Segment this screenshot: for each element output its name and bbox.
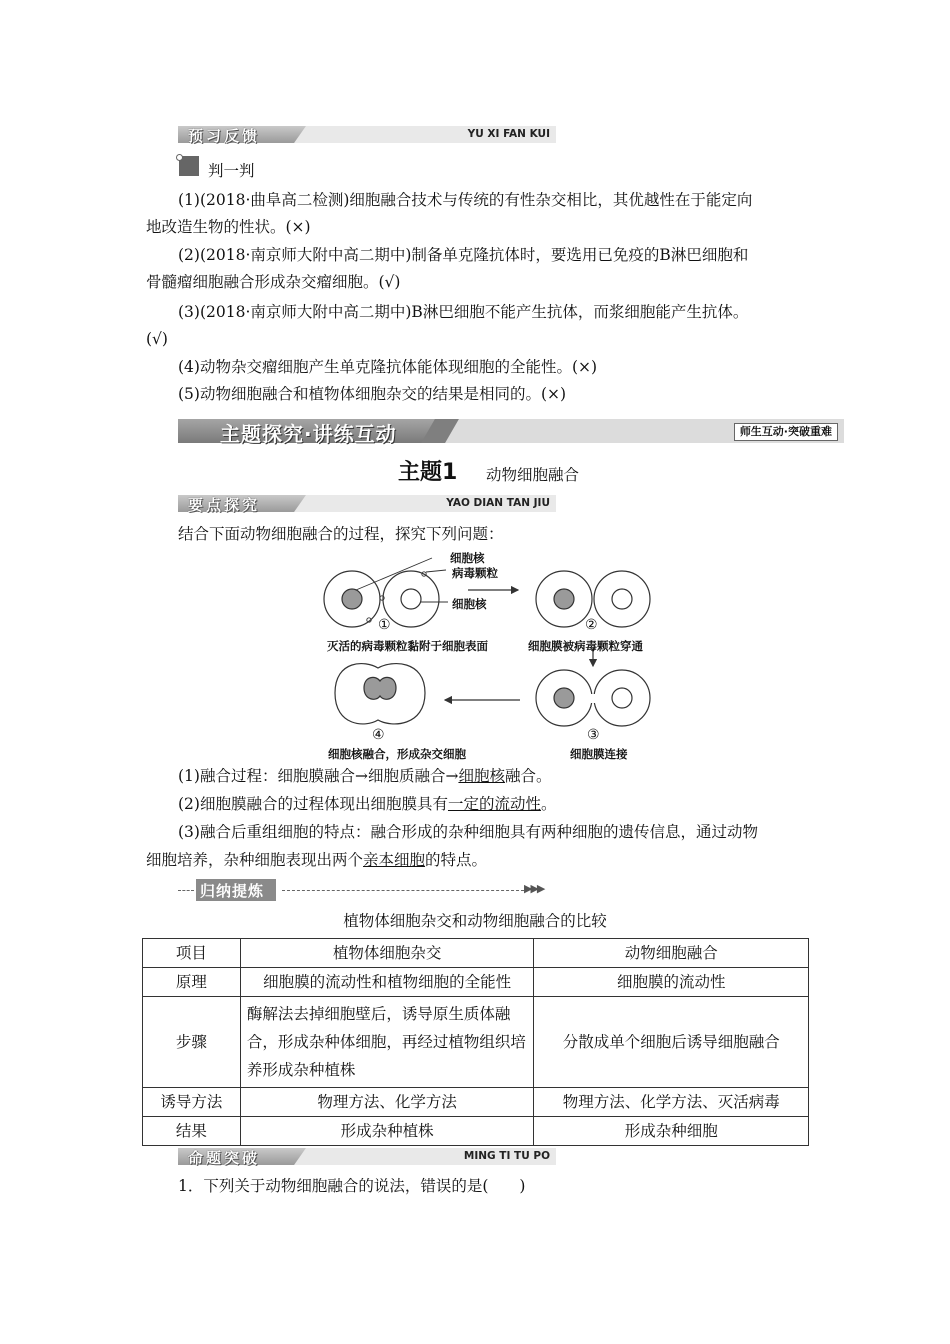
step2-num: ②: [585, 617, 598, 633]
table-cell: 步骤: [143, 997, 241, 1088]
step3-num: ③: [587, 727, 600, 743]
table-cell: 分散成单个细胞后诱导细胞融合: [534, 997, 809, 1088]
answer-3a: (3)融合后重组细胞的特点：融合形成的杂种细胞具有两种细胞的遗传信息，通过动物: [178, 823, 758, 841]
proposition-tag: MING TI TU PO: [310, 1148, 556, 1165]
step1-caption: 灭活的病毒颗粒黏附于细胞表面: [327, 639, 488, 653]
summary-arrows: ▶▶▶: [524, 882, 544, 895]
table-row: [143, 997, 809, 1088]
step3-caption: 细胞膜连接: [570, 747, 628, 761]
step1-nucleus-left: [342, 589, 362, 609]
topic-banner: [178, 419, 844, 446]
table-cell: 形成杂种细胞: [534, 1117, 809, 1146]
table-cell: 形成杂种植株: [240, 1117, 534, 1146]
step2-nucleus-right: [612, 589, 632, 609]
table-header-row: [143, 939, 809, 968]
preview-item-2a: (2)(2018·南京师大附中高二期中)制备单克隆抗体时，要选用已免疫的B淋巴细胞和: [178, 246, 749, 264]
step4-caption: 细胞核融合，形成杂交细胞: [328, 747, 466, 761]
judge-label: 判一判: [208, 162, 255, 180]
key-points-banner: [178, 495, 556, 512]
step1-num: ①: [378, 617, 391, 633]
table-title: 植物体细胞杂交和动物细胞融合的比较: [343, 912, 607, 930]
table-header-cell: 项目: [143, 939, 241, 968]
table-cell: 诱导方法: [143, 1088, 241, 1117]
preview-banner-title: 预习反馈: [188, 127, 261, 145]
step2-nucleus-left: [554, 589, 574, 609]
answer-2: (2)细胞膜融合的过程体现出细胞膜具有一定的流动性。: [178, 795, 557, 813]
key-points-intro: 结合下面动物细胞融合的过程，探究下列问题：: [178, 525, 504, 543]
topic-banner-tag: 师生互动·突破重难: [734, 423, 838, 441]
answer-3-blank: 亲本细胞: [363, 851, 426, 869]
answer-1: (1)融合过程：细胞膜融合→细胞质融合→细胞核融合。: [178, 767, 552, 785]
summary-dash-left: [178, 890, 194, 891]
table-row: [143, 1117, 809, 1146]
label-nucleus-top: 细胞核: [450, 551, 485, 565]
summary-dash-right: [282, 890, 524, 891]
preview-banner-tag: YU XI FAN KUI: [310, 126, 556, 143]
preview-item-2b: 骨髓瘤细胞融合形成杂交瘤细胞。(√): [146, 273, 401, 291]
table-header-cell: 植物体细胞杂交: [240, 939, 534, 968]
preview-item-4: (4)动物杂交瘤细胞产生单克隆抗体能体现细胞的全能性。(×): [178, 358, 598, 376]
step3-nucleus-left: [554, 688, 574, 708]
answer-2-blank: 一定的流动性: [447, 795, 541, 813]
step4-fused-nucleus: [364, 677, 396, 699]
preview-banner: [178, 126, 556, 143]
preview-item-3a: (3)(2018·南京师大附中高二期中)B淋巴细胞不能产生抗体，而浆细胞能产生抗体。: [178, 303, 749, 321]
topic-banner-title: 主题探究·讲练互动: [220, 422, 397, 446]
preview-item-3b: (√): [146, 330, 168, 348]
table-cell: 物理方法、化学方法: [240, 1088, 534, 1117]
step3-nucleus-right: [612, 688, 632, 708]
table-cell: 酶解法去掉细胞壁后，诱导原生质体融合，形成杂种体细胞，再经过植物组织培养形成杂种植株: [240, 997, 534, 1088]
proposition-banner: [178, 1148, 556, 1165]
table-cell: 细胞膜的流动性和植物细胞的全能性: [240, 968, 534, 997]
table-cell: 细胞膜的流动性: [534, 968, 809, 997]
table-cell: 物理方法、化学方法、灭活病毒: [534, 1088, 809, 1117]
answer-3b: 细胞培养，杂种细胞表现出两个亲本细胞的特点。: [146, 851, 488, 869]
judge-icon-dot: [176, 154, 183, 161]
key-points-title: 要点探究: [188, 496, 261, 514]
comparison-table: [142, 938, 809, 1146]
label-nucleus-right: 细胞核: [452, 597, 487, 611]
step1-nucleus-right: [401, 589, 421, 609]
table-cell: 结果: [143, 1117, 241, 1146]
summary-label-box: [196, 879, 276, 901]
topic-name: 动物细胞融合: [486, 466, 580, 484]
label-virus: 病毒颗粒: [452, 566, 498, 580]
preview-item-1a: (1)(2018·曲阜高二检测)细胞融合技术与传统的有性杂交相比，其优越性在于能定向: [178, 191, 753, 209]
topic-number: 主题1: [398, 460, 458, 485]
table-row: [143, 1088, 809, 1117]
preview-item-1b: 地改造生物的性状。(×): [146, 218, 311, 236]
question-1: 1．下列关于动物细胞融合的说法，错误的是( ): [178, 1177, 526, 1195]
summary-label: 归纳提炼: [200, 882, 265, 900]
proposition-title: 命题突破: [188, 1149, 261, 1167]
table-row: [143, 968, 809, 997]
key-points-tag: YAO DIAN TAN JIU: [310, 495, 556, 512]
table-header-cell: 动物细胞融合: [534, 939, 809, 968]
step4-num: ④: [372, 727, 385, 743]
preview-item-5: (5)动物细胞融合和植物体细胞杂交的结果是相同的。(×): [178, 385, 567, 403]
step2-caption: 细胞膜被病毒颗粒穿通: [528, 639, 643, 653]
answer-1-blank: 细胞核: [458, 767, 505, 785]
table-cell: 原理: [143, 968, 241, 997]
